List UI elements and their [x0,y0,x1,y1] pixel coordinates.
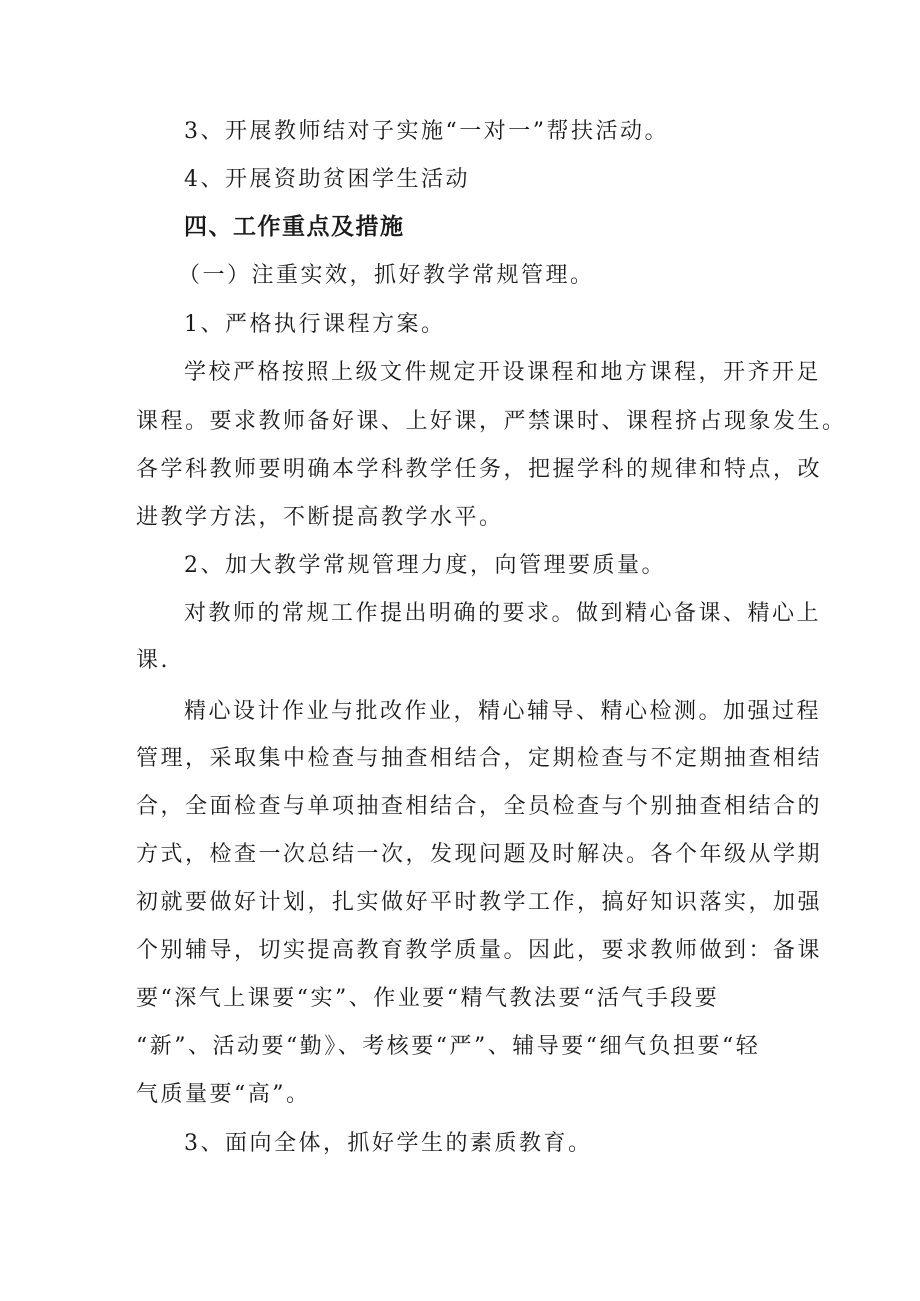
paragraph-line: 各学科教师要明确本学科教学任务，把握学科的规律和特点，改 [136,457,823,482]
paragraph-line: 合，全面检查与单项抽查相结合，全员检查与个别抽查相结合的 [136,794,823,819]
paragraph-line: 管理，采取集中检查与抽查相结合，定期检查与不定期抽查相结 [136,746,823,771]
paragraph-line: 精心设计作业与批改作业，精心辅导、精心检测。加强过程 [184,699,822,724]
item-heading-3: 3、面向全体，抓好学生的素质教育。 [184,1131,593,1156]
paragraph-line: 课程。要求教师备好课、上好课，严禁课时、课程挤占现象发生。 [136,409,847,434]
paragraph-line: 方式，检查一次总结一次，发现问题及时解决。各个年级从学期 [136,842,823,867]
paragraph-line: 个别辅导，切实提高教育教学质量。因此，要求教师做到：备课 [136,938,823,963]
paragraph-line: “新”、活动要“勤》、考核要“严”、辅导要“细气负担要“轻 [136,1034,761,1059]
list-item-3: 3、开展教师结对子实施“一对一”帮扶活动。 [184,119,669,144]
list-item-4: 4、开展资助贫困学生活动 [184,167,470,192]
paragraph-line: 课. [136,648,170,673]
paragraph-line: 进教学方法，不断提高教学水平。 [136,505,504,530]
paragraph-line: 学校严格按照上级文件规定开设课程和地方课程，开齐开足 [184,360,822,385]
subsection-heading: （一）注重实效，抓好教学常规管理。 [178,263,595,288]
paragraph-line: 气质量要“高”。 [136,1082,311,1107]
item-heading-1: 1、严格执行课程方案。 [184,312,446,337]
item-heading-2: 2、加大教学常规管理力度，向管理要质量。 [184,553,666,578]
paragraph-line: 要“深气上课要“实”、作业要“精气教法要“活气手段要 [136,986,720,1011]
paragraph-line: 初就要做好计划，扎实做好平时教学工作，搞好知识落实，加强 [136,890,823,915]
paragraph-line: 对教师的常规工作提出明确的要求。做到精心备课、精心上 [184,601,822,626]
section-heading: 四、工作重点及措施 [184,214,405,240]
